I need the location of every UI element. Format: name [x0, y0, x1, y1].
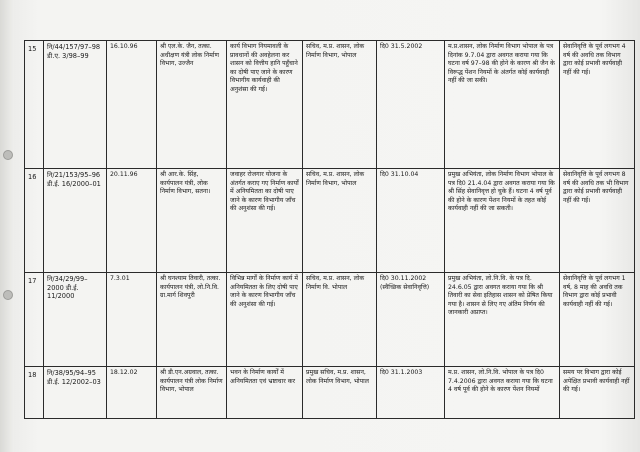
charge-cell: विभिन्न मार्गों के निर्माण कार्य में अनियमितता के लिए दोषी पाए जाने के कारण विभागीय जाँच की अनुशंसा की गई।	[227, 273, 303, 367]
charge-cell: कार्य विभाग नियमावली के प्रावधानों की अवहेलना कर शासन को वित्तीय हानि पहुँचाने का दोषी पाए जाने के कारण विभागीय कार्यवाही की अनुशंसा की गई।	[227, 41, 303, 169]
serial-cell: 16	[25, 169, 44, 273]
remark-cell: सेवानिवृत्ति के पूर्व लगभग 8 वर्ष की अवधि तक भी विभाग द्वारा कोई प्रभावी कार्यवाही नहीं की गई।	[560, 169, 635, 273]
date-cell: 20.11.96	[107, 169, 157, 273]
dispatch-date-cell: दि0 31.1.2003	[377, 367, 445, 419]
charge-cell: जवाहर रोजगार योजना के अंतर्गत कराए गए निर्माण कार्यों में अनियमितता का दोषी पाए जाने के कारण विभागीय जाँच की अनुशंसा की गई।	[227, 169, 303, 273]
action-cell: म.प्र. शासन, लो.नि.वि. भोपाल के पत्र दि0 7.4.2006 द्वारा अवगत कराया गया कि घटना 4 वर्ष पूर्व की होने के कारण पेंशन नियमों	[445, 367, 560, 419]
action-cell: प्रमुख अभियंता, लो.नि.वि. के पत्र दि. 24.6.05 द्वारा अवगत कराया गया कि श्री तिवारी का सेवा इतिहास शासन को प्रेषित किया गया है। शासन से लिए गए अंतिम निर्णय की जानकारी अप्राप्त।	[445, 273, 560, 367]
officer-cell: श्री घनश्याम तिवारी, तत्का. कार्यपालन यंत्री, लो.नि.वि. ग्रा.मार्ग शिवपुरी	[157, 273, 227, 367]
case-no-cell: नि/34/29/99–2000 डी.ई. 11/2000	[44, 273, 107, 367]
remark-cell: सेवानिवृत्ति के पूर्व लगभग 4 वर्ष की अवधि तक विभाग द्वारा कोई प्रभावी कार्यवाही नहीं की गई।	[560, 41, 635, 169]
case-no-cell: नि/44/157/97–98 डी.ए. 3/98–99	[44, 41, 107, 169]
dispatch-date-cell: दि0 30.11.2002 (स्वैच्छिक सेवानिवृत्ति)	[377, 273, 445, 367]
officer-cell: श्री एल.के. जैन, तत्का. अधीक्षण यंत्री लोक निर्माण विभाग, उज्जैन	[157, 41, 227, 169]
remark-cell: सेवानिवृत्ति के पूर्व लगभग 1 वर्ष, 8 माह की अवधि तक विभाग द्वारा कोई प्रभावी कार्यवाही नहीं की गई।	[560, 273, 635, 367]
remark-cell: समय पर विभाग द्वारा कोई अपेक्षित प्रभावी कार्यवाही नहीं की गई।	[560, 367, 635, 419]
case-no-cell: नि/38/95/94–95 डी.ई. 12/2002–03	[44, 367, 107, 419]
department-cell: प्रमुख सचिव, म.प्र. शासन, लोक निर्माण विभाग, भोपाल	[303, 367, 377, 419]
serial-cell: 17	[25, 273, 44, 367]
table-row	[25, 367, 635, 419]
binder-margin	[0, 0, 14, 452]
charge-cell: भवन के निर्माण कार्यों में अनियमितता एवं भ्रष्टाचार कर	[227, 367, 303, 419]
action-cell: प्रमुख अभियंता, लोक निर्माण विभाग भोपाल के पत्र दि0 21.4.04 द्वारा अवगत कराया गया कि श्री सिंह सेवानिवृत्त हो चुके हैं। घटना 4 वर्ष पूर्व की होने के कारण पेंशन नियमों के तहत कोई कार्यवाही नहीं की जा सकती।	[445, 169, 560, 273]
punch-hole	[3, 290, 13, 300]
dispatch-date-cell: दि0 31.10.04	[377, 169, 445, 273]
serial-cell: 18	[25, 367, 44, 419]
date-cell: 18.12.02	[107, 367, 157, 419]
cases-table	[24, 40, 635, 419]
table-row	[25, 41, 635, 169]
table-row	[25, 273, 635, 367]
officer-cell: श्री डी.एन.अग्रवाल, तत्का. कार्यपालन यंत्री लोक निर्माण विभाग, भोपाल	[157, 367, 227, 419]
case-no-cell: नि/21/153/95–96 डी.ई. 16/2000–01	[44, 169, 107, 273]
date-cell: 7.3.01	[107, 273, 157, 367]
officer-cell: श्री आर.के. सिंह, कार्यपालन यंत्री, लोक निर्माण विभाग, सतना।	[157, 169, 227, 273]
department-cell: सचिव, म.प्र. शासन, लोक निर्माण विभाग, भोपाल	[303, 41, 377, 169]
date-cell: 16.10.96	[107, 41, 157, 169]
action-cell: म.प्र.शासन, लोक निर्माण विभाग भोपाल के पत्र दिनांक 9.7.04 द्वारा अवगत कराया गया कि घटना वर्ष 97–98 की होने के कारण श्री जैन के विरूद्ध पेंशन नियमों के अंतर्गत कोई कार्यवाही नहीं की जा सकी।	[445, 41, 560, 169]
table-row	[25, 169, 635, 273]
punch-hole	[3, 150, 13, 160]
department-cell: सचिव, म.प्र. शासन, लोक निर्माण विभाग, भोपाल	[303, 169, 377, 273]
serial-cell: 15	[25, 41, 44, 169]
dispatch-date-cell: दि0 31.5.2002	[377, 41, 445, 169]
department-cell: सचिव, म.प्र. शासन, लोक निर्माण वि. भोपाल	[303, 273, 377, 367]
